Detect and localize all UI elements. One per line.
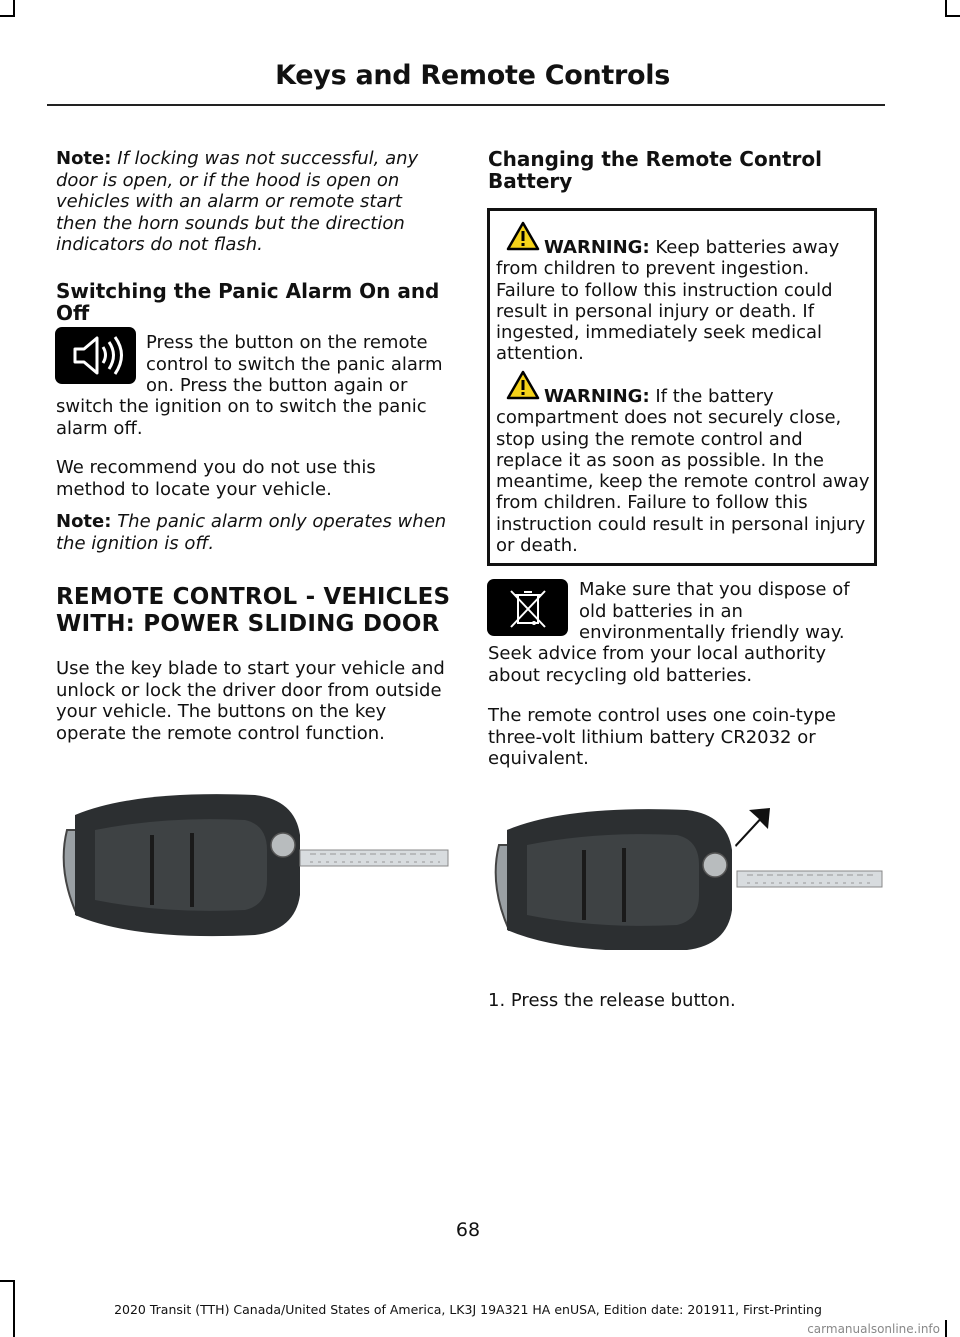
warning-label: WARNING: — [544, 386, 650, 407]
crop-mark — [945, 15, 960, 17]
section-heading-line1: REMOTE CONTROL - VEHICLES — [56, 584, 451, 610]
section-heading-line2: WITH: POWER SLIDING DOOR — [56, 611, 440, 637]
battery-type-text: The remote control uses one coin-type three-volt lithium battery CR2032 or equivalent. — [488, 705, 836, 769]
note-text: The panic alarm only operates when the ignition is off. — [56, 511, 447, 554]
remote-key-image — [55, 775, 455, 950]
crop-mark — [945, 0, 947, 16]
note-label: Note: — [56, 148, 112, 169]
crop-mark — [13, 0, 15, 16]
watermark: carmanualsonline.info — [807, 1322, 940, 1336]
crop-mark — [945, 1320, 947, 1337]
note-text: If locking was not successful, any door is open, or if the hood is open on vehicles with an alarm or remote start then the horn sounds but the direction indicators do not flash. — [56, 148, 419, 255]
warning-1 — [496, 237, 870, 365]
note-panic — [56, 511, 448, 554]
header-divider — [47, 104, 885, 106]
dispose-text-continued: Seek advice from your local authority about recycling old batteries. — [488, 643, 827, 686]
page-title: Keys and Remote Controls — [275, 60, 670, 91]
dispose-text-wrapped: Make sure that you dispose of old batteries in an environmentally friendly way. — [579, 579, 850, 643]
left-column — [56, 148, 448, 324]
panic-alarm-heading: Switching the Panic Alarm On and Off — [56, 278, 440, 325]
crop-mark — [0, 1280, 15, 1282]
page-number: 68 — [455, 1219, 481, 1241]
crop-mark — [0, 15, 15, 17]
warning-2 — [496, 386, 872, 556]
warning-text: Keep batteries away from children to prevent ingestion. Failure to follow this instruction could result in personal injury or death. If ingested, immediately seek medical attention. — [496, 237, 840, 365]
panic-instruction-continued: switch the ignition on to switch the panic alarm off. — [56, 396, 427, 439]
battery-heading: Changing the Remote Control Battery — [488, 147, 822, 193]
note-label: Note: — [56, 511, 112, 532]
edition-info: 2020 Transit (TTH) Canada/United States of America, LK3J 19A321 HA enUSA, Edition date: 201911, First-Printing — [114, 1302, 822, 1317]
note-locking — [56, 148, 448, 256]
step-1: 1. Press the release button. — [488, 990, 736, 1011]
panic-instruction-wrapped: Press the button on the remote control to switch the panic alarm on. Press the button again or — [146, 332, 443, 396]
warning-label: WARNING: — [544, 237, 650, 258]
section-text: Use the key blade to start your vehicle and unlock or lock the driver door from outside your vehicle. The buttons on the key operate the remote control function. — [56, 658, 445, 744]
recommend-text: We recommend you do not use this method to locate your vehicle. — [56, 457, 376, 500]
remote-key-release-button-image — [487, 805, 887, 950]
recycle-bin-crossed-icon — [487, 579, 568, 636]
speaker-horn-icon — [55, 327, 136, 384]
warning-text: If the battery compartment does not securely close, stop using the remote control and replace it as soon as possible. In the meantime, keep the remote control away from children. Failure to follow this instruction could result in personal injury or death. — [496, 386, 870, 557]
